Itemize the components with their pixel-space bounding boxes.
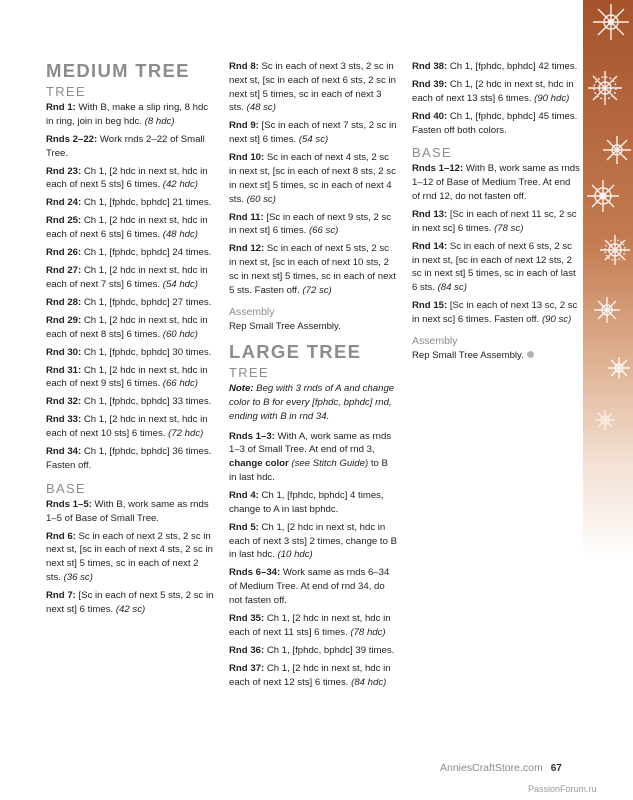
round-item — [46, 498, 214, 526]
round-item — [46, 165, 214, 193]
round-item — [46, 196, 214, 210]
round-count: (42 hdc) — [162, 179, 198, 191]
round-text: Ch 1, [fphdc, bphdc] 30 times. — [81, 346, 212, 358]
round-label: Rnd 29: — [46, 314, 82, 326]
round-label: Rnd 28: — [46, 296, 82, 308]
round-count: (54 sc) — [298, 134, 329, 146]
round-label: Rnd 27: — [46, 265, 82, 277]
round-count: (90 sc) — [541, 313, 572, 325]
round-text: Ch 1, [fphdc, bphdc] 36 times. Fasten off. — [46, 446, 212, 471]
round-text: Sc in each of next 5 sts, 2 sc in next st, [sc in each of next 10 sts, 2 sc in next st] 5 times, sc in each of next 5 sts. Fasten off. — [229, 243, 396, 296]
round-text: Sc in each of next 3 sts, 2 sc in next st, [sc in each of next 6 sts, 2 sc in next st] 5 times, sc in each of next 3 sts. — [229, 61, 396, 114]
round-label: Rnd 7: — [46, 589, 76, 601]
watermark: PassionForum.ru — [528, 784, 597, 794]
round-label: Rnd 31: — [46, 364, 82, 376]
round-label: Rnd 11: — [229, 211, 264, 223]
round-item — [46, 101, 214, 129]
round-text: Ch 1, [2 hdc in next st, hdc in each of next 8 sts] 6 times. — [46, 314, 208, 340]
page-footer — [440, 762, 562, 774]
medium-base-rounds — [46, 498, 214, 617]
round-label: Rnd 23: — [46, 165, 82, 177]
round-count: (60 sc) — [246, 193, 276, 205]
round-label: Rnds 1–12: — [412, 163, 464, 175]
round-item — [412, 240, 580, 295]
round-text: Ch 1, [2 hdc in next st, hdc in each of next 3 sts] 2 times, change to B in last hdc. — [229, 521, 397, 561]
round-text: Ch 1, [fphdc, bphdc] 4 times, change to A in last bphdc. — [229, 490, 384, 515]
round-count: (84 hdc) — [351, 676, 387, 688]
round-text: Ch 1, [fphdc, bphdc] 42 times. — [447, 61, 578, 72]
round-item — [412, 110, 580, 138]
medium-assembly-heading: Assembly — [229, 305, 275, 318]
medium-tree-rounds — [46, 101, 214, 473]
round-label: Rnd 32: — [46, 396, 82, 408]
round-item — [46, 395, 214, 409]
round-text: With B, work same as rnds 1–12 of Base of Medium Tree. At end of rnd 12, do not fasten off. — [412, 163, 580, 202]
round-label: Rnd 4: — [229, 490, 259, 502]
round-label: Rnds 1–3: — [229, 430, 275, 442]
round-text: With B, work same as rnds 1–5 of Base of Small Tree. — [46, 498, 209, 524]
round-item — [46, 264, 214, 292]
ornament-strip — [583, 0, 633, 800]
round-item — [46, 314, 214, 342]
round-item — [46, 246, 214, 260]
medium-tree-heading: TREE — [46, 84, 86, 99]
round-count: (78 sc) — [494, 222, 524, 234]
round-text: [Sc in each of next 9 sts, 2 sc in next st] 6 times. — [229, 211, 392, 237]
round-text: With A, work same as rnds 1–3 of Small Tree. At end of rnd 3, — [229, 430, 392, 456]
large-tree-heading: TREE — [229, 365, 269, 381]
round-label: Rnd 34: — [46, 446, 82, 458]
column-2 — [229, 60, 397, 694]
round-label: Rnd 37: — [229, 662, 265, 674]
round-label: Rnd 30: — [46, 346, 82, 358]
note-text: Beg with 3 rnds of A and change color to B for every [fphdc, bphdc] rnd, ending with B in rnd 34. — [229, 383, 395, 422]
round-text: Ch 1, [2 hdc in next st, hdc in each of next 13 sts] 6 times. — [412, 78, 574, 104]
round-label: Rnd 8: — [229, 61, 259, 72]
round-item — [412, 162, 580, 203]
round-count: (36 sc) — [63, 571, 93, 583]
snowflake-ornament-icon — [583, 0, 633, 520]
round-text: Sc in each of next 6 sts, 2 sc in next st, [sc in each of next 12 sts, 2 sc in next st] 5 times, sc in each of last 6 sts. — [412, 240, 576, 294]
round-label: Rnd 33: — [46, 414, 82, 426]
round-count: (66 hdc) — [162, 378, 198, 390]
round-count: (84 sc) — [437, 282, 467, 294]
round-text: Work rnds 2–22 of Small Tree. — [46, 133, 205, 159]
round-item — [46, 589, 214, 617]
round-label: Rnd 13: — [412, 208, 448, 220]
round-text: [Sc in each of next 13 sc, 2 sc in next sc] 6 times. Fasten off. — [412, 300, 578, 325]
column-3 — [412, 60, 580, 367]
round-item — [46, 214, 214, 242]
round-label: Rnd 36: — [229, 644, 265, 656]
footer-url: AnniesCraftStore.com — [440, 762, 543, 774]
round-item — [229, 489, 397, 517]
round-item — [46, 296, 214, 310]
round-item — [46, 445, 214, 473]
round-item — [229, 521, 397, 562]
round-label: Rnd 9: — [229, 120, 259, 132]
round-label: Rnd 25: — [46, 215, 82, 227]
end-bullet-icon — [527, 351, 534, 358]
round-item — [229, 242, 397, 297]
round-text: Ch 1, [2 hdc in next st, hdc in each of next 9 sts] 6 times. — [46, 364, 208, 390]
round-text: [Sc in each of next 7 sts, 2 sc in next st] 6 times. — [229, 120, 397, 146]
large-tree-note — [229, 382, 397, 423]
round-text: With B, make a slip ring, 8 hdc in ring, join in beg hdc. — [46, 102, 209, 127]
round-label: Rnd 1: — [46, 102, 76, 113]
note-label: Note: — [229, 383, 254, 395]
round-text: Ch 1, [fphdc, bphdc] 33 times. — [81, 396, 212, 408]
round-item — [229, 151, 397, 206]
round-label: Rnd 35: — [229, 613, 265, 624]
round-text: Ch 1, [fphdc, bphdc] 45 times. Fasten off both colors. — [412, 110, 578, 136]
round-count: (60 hdc) — [162, 328, 198, 340]
round-label: Rnds 2–22: — [46, 133, 98, 145]
round-item — [229, 430, 397, 485]
round-text: to B in last hdc. — [229, 458, 388, 484]
round-count: (66 sc) — [308, 225, 339, 237]
round-text: Ch 1, [fphdc, bphdc] 39 times. — [264, 644, 395, 656]
round-text: Ch 1, [2 hdc in next st, hdc in each of next 5 sts] 6 times. — [46, 165, 208, 191]
round-item — [229, 644, 397, 658]
round-label: Rnd 38: — [412, 61, 448, 72]
round-label: Rnd 12: — [229, 243, 265, 255]
round-item — [229, 60, 397, 115]
round-item — [412, 208, 580, 236]
round-count: (90 hdc) — [534, 92, 570, 104]
round-text: Ch 1, [2 hdc in next st, hdc in each of next 7 sts] 6 times. — [46, 265, 208, 290]
large-assembly — [412, 349, 580, 363]
column-1 — [46, 60, 214, 621]
round-label: Rnd 26: — [46, 247, 82, 259]
round-count: (54 hdc) — [162, 278, 198, 290]
round-count: (78 hdc) — [350, 626, 386, 638]
round-item — [412, 78, 580, 106]
medium-base-heading: BASE — [46, 480, 86, 496]
round-label: Rnd 5: — [229, 521, 259, 533]
large-tree-rounds — [229, 489, 397, 689]
round-item — [412, 60, 580, 74]
round-text: Ch 1, [fphdc, bphdc] 24 times. — [81, 247, 212, 259]
large-tree-title: LARGE TREE — [229, 341, 362, 363]
medium-assembly-text: Rep Small Tree Assembly. — [229, 320, 341, 332]
round-reference: (see Stitch Guide) — [288, 458, 369, 470]
round-text: Work same as rnds 6–34 of Medium Tree. At end of rnd 34, do not fasten off. — [229, 567, 390, 607]
round-label: Rnd 10: — [229, 152, 265, 164]
round-item — [229, 662, 397, 690]
round-count: (48 hdc) — [162, 229, 198, 241]
page-number: 67 — [550, 763, 562, 774]
round-item — [46, 346, 214, 360]
round-item — [412, 299, 580, 327]
medium-base-rounds-cont — [229, 60, 397, 298]
large-assembly-heading: Assembly — [412, 334, 458, 347]
round-label: Rnd 6: — [46, 530, 76, 542]
round-text: Ch 1, [fphdc, bphdc] 27 times. — [81, 296, 212, 308]
round-text: Ch 1, [2 hdc in next st, hdc in each of next 10 sts] 6 times. — [46, 414, 208, 440]
round-item — [229, 612, 397, 640]
round-label: Rnd 40: — [412, 110, 448, 122]
round-count: (42 sc) — [115, 603, 146, 615]
round-count: (10 hdc) — [277, 549, 313, 561]
large-base-heading: BASE — [412, 145, 452, 161]
round-text: [Sc in each of next 11 sc, 2 sc in next sc] 6 times. — [412, 208, 577, 234]
round-text: Ch 1, [2 hdc in next st, hdc in each of next 11 sts] 6 times. — [229, 613, 391, 638]
round-text: Ch 1, [2 hdc in next st, hdc in each of next 12 sts] 6 times. — [229, 662, 391, 688]
round-text: [Sc in each of next 5 sts, 2 sc in next st] 6 times. — [46, 589, 214, 615]
round-item — [229, 119, 397, 147]
round-label: Rnd 15: — [412, 300, 448, 312]
round-count: (8 hdc) — [144, 115, 175, 127]
round-item — [46, 364, 214, 392]
round-item — [46, 413, 214, 441]
round-label: Rnds 1–5: — [46, 498, 92, 510]
round-item — [229, 566, 397, 607]
round-item — [229, 211, 397, 239]
large-tree-rounds-cont — [412, 60, 580, 137]
round-emphasis: change color — [229, 458, 289, 470]
large-assembly-text: Rep Small Tree Assembly. — [412, 349, 524, 361]
round-label: Rnds 6–34: — [229, 567, 281, 579]
medium-tree-title: MEDIUM TREE — [46, 60, 190, 81]
round-item — [46, 530, 214, 585]
round-text: Ch 1, [fphdc, bphdc] 21 times. — [81, 197, 212, 209]
round-count: (72 sc) — [302, 284, 332, 296]
round-text: Ch 1, [2 hdc in next st, hdc in each of next 6 sts] 6 times. — [46, 215, 208, 241]
round-label: Rnd 39: — [412, 78, 448, 90]
round-label: Rnd 14: — [412, 240, 448, 252]
large-base-rounds — [412, 162, 580, 326]
round-text: Sc in each of next 4 sts, 2 sc in next st, [sc in each of next 8 sts, 2 sc in next st] 5 times, sc in each of next 4 sts. — [229, 152, 396, 205]
round-label: Rnd 24: — [46, 197, 82, 209]
round-count: (48 sc) — [246, 102, 276, 114]
round-text: Sc in each of next 2 sts, 2 sc in next st, [sc in each of next 4 sts, 2 sc in next st] 5 times, sc in each of next 2 sts. — [46, 530, 213, 583]
round-item — [46, 133, 214, 161]
round-count: (72 hdc) — [168, 428, 204, 440]
